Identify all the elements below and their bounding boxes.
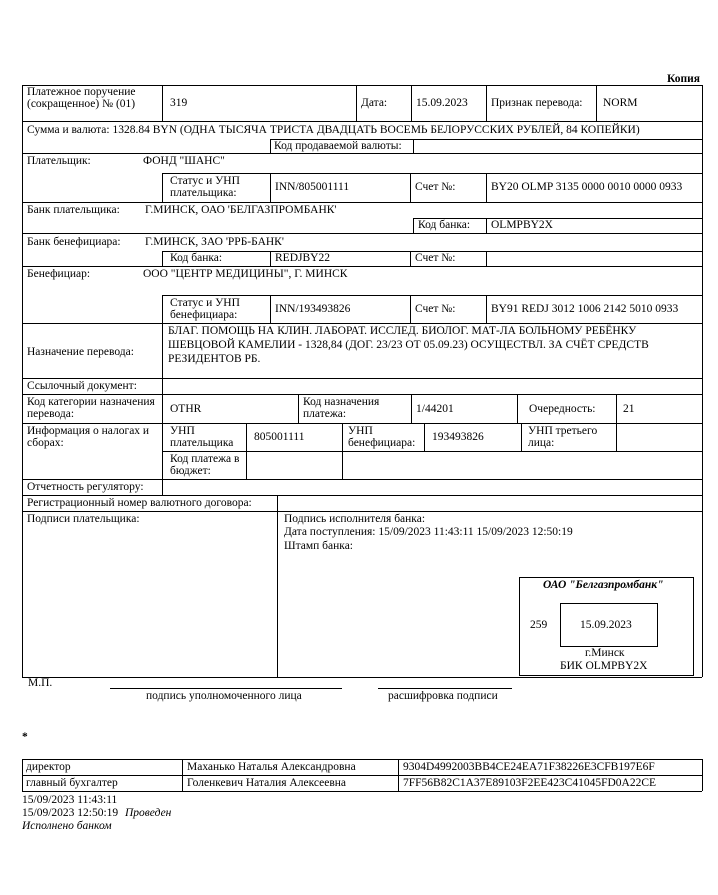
- payer-bank-label: Банк плательщика:: [27, 204, 120, 216]
- tax-third-unp-label: УНП третьего лица:: [528, 425, 598, 449]
- purpose-line-3: РЕЗИДЕНТОВ РБ.: [168, 353, 261, 365]
- purpose-line-2: ШЕВЦОВОЙ КАМЕЛИИ - 1328,84 (ДОГ. 23/23 ОТ 05.09.23) ОСУЩЕСТВЛ. ЗА СЧЁТ СРЕДСТВ: [168, 339, 649, 351]
- sold-currency-label: Код продаваемой валюты:: [274, 140, 402, 152]
- tax-payer-unp-label: УНП плательщика: [170, 425, 234, 449]
- amount-line: Сумма и валюта: 1328.84 BYN (ОДНА ТЫСЯЧА ТРИСТА ДВАДЦАТЬ ВОСЕМЬ БЕЛОРУССКИХ РУБЛЕЙ, 84 КОПЕЙКИ): [27, 124, 640, 136]
- log-line-1: 15/09/2023 11:43:11: [22, 794, 118, 806]
- signer-role: директор: [26, 761, 71, 773]
- mp-label: М.П.: [28, 677, 53, 689]
- category-label: Код категории назначения перевода:: [27, 396, 155, 420]
- reference-doc-label: Ссылочный документ:: [27, 380, 137, 392]
- purpose-line-1: БЛАГ. ПОМОЩЬ НА КЛИН. ЛАБОРАТ. ИССЛЕД. БИОЛОГ. МАТ-ЛА БОЛЬНОМУ РЕБЁНКУ: [168, 325, 637, 337]
- signer-name: Голенкевич Наталия Алексеевна: [187, 777, 347, 789]
- beneficiary-bank-code-label: Код банка:: [170, 252, 223, 264]
- signer-hash: 9304D4992003BB4CE24EA71F38226E3CFB197E6F: [403, 761, 655, 773]
- beneficiary-bank-label: Банк бенефициара:: [27, 236, 121, 248]
- stamp-city: г.Минск: [585, 647, 625, 659]
- payer-status-label: Статус и УНП плательщика:: [170, 175, 240, 199]
- payer-signatures-label: Подписи плательщика:: [27, 513, 140, 525]
- decode-line: [378, 688, 512, 689]
- beneficiary-status-label: Статус и УНП бенефициара:: [170, 297, 240, 321]
- signer-role: главный бухгалтер: [26, 777, 118, 789]
- payer-status-value: INN/805001111: [275, 181, 350, 193]
- receipt-date-line: Дата поступления: 15/09/2023 11:43:11 15/09/2023 12:50:19: [284, 526, 573, 538]
- copy-label: Копия: [667, 73, 700, 85]
- beneficiary-label: Бенефициар:: [27, 268, 91, 280]
- contract-label: Регистрационный номер валютного договора:: [27, 497, 252, 509]
- doc-number: 319: [170, 97, 188, 109]
- log-line-2-status: Проведен: [125, 807, 172, 819]
- date-value: 15.09.2023: [416, 97, 468, 109]
- date-label: Дата:: [361, 97, 388, 109]
- stamp-label: Штамп банка:: [284, 540, 353, 552]
- transfer-sign-value: NORM: [603, 97, 638, 109]
- payer-bank-name: Г.МИНСК, ОАО 'БЕЛГАЗПРОМБАНК': [145, 204, 337, 216]
- stamp-bik: БИК OLMPBY2X: [560, 660, 648, 672]
- signature-line: [110, 688, 342, 689]
- signer-hash: 7FF56B82C1A37E89103F2EE423C41045FD0A22CE: [403, 777, 657, 789]
- payer-account-value: BY20 OLMP 3135 0000 0010 0000 0933: [491, 181, 683, 193]
- sign-caption: подпись уполномоченного лица: [146, 690, 302, 702]
- regulator-label: Отчетность регулятору:: [27, 481, 144, 493]
- payer-name: ФОНД "ШАНС": [143, 155, 225, 167]
- payer-bank-code-value: OLMPBY2X: [491, 219, 553, 231]
- beneficiary-bank-code-value: REDJBY22: [275, 252, 330, 264]
- asterisk-mark: *: [22, 731, 28, 743]
- purpose-code-label: Код назначения платежа:: [303, 396, 380, 420]
- purpose-label: Назначение перевода:: [27, 346, 134, 358]
- category-value: OTHR: [170, 403, 202, 415]
- beneficiary-bank-account-label: Счет №:: [415, 252, 456, 264]
- beneficiary-name: ООО "ЦЕНТР МЕДИЦИНЫ", Г. МИНСК: [143, 268, 348, 280]
- bank-executor-label: Подпись исполнителя банка:: [284, 513, 426, 525]
- tax-benef-unp-value: 193493826: [432, 431, 484, 443]
- transfer-sign-label: Признак перевода:: [491, 97, 583, 109]
- beneficiary-account-value: BY91 REDJ 3012 1006 2142 5010 0933: [491, 303, 679, 315]
- stamp-date: 15.09.2023: [580, 619, 632, 631]
- beneficiary-status-value: INN/193493826: [275, 303, 351, 315]
- taxes-label: Информация о налогах и сборах:: [27, 425, 150, 449]
- payer-account-label: Счет №:: [415, 181, 456, 193]
- log-line-3: Исполнено банком: [22, 820, 112, 832]
- stamp-number: 259: [530, 619, 548, 631]
- tax-payer-unp-value: 805001111: [254, 431, 305, 443]
- signer-name: Маханько Наталья Александровна: [187, 761, 356, 773]
- doc-title: Платежное поручение (сокращенное) № (01): [27, 86, 136, 110]
- tax-benef-unp-label: УНП бенефициара:: [348, 425, 416, 449]
- priority-value: 21: [623, 403, 635, 415]
- budget-code-label: Код платежа в бюджет:: [170, 453, 240, 477]
- purpose-code-value: 1/44201: [416, 403, 454, 415]
- payer-bank-code-label: Код банка:: [418, 219, 471, 231]
- log-line-2-time: 15/09/2023 12:50:19: [22, 807, 119, 819]
- beneficiary-bank-name: Г.МИНСК, ЗАО 'РРБ-БАНК': [145, 236, 284, 248]
- payer-label: Плательщик:: [27, 155, 91, 167]
- stamp-bank-name: ОАО "Белгазпромбанк": [543, 579, 664, 591]
- beneficiary-account-label: Счет №:: [415, 303, 456, 315]
- decode-caption: расшифровка подписи: [388, 690, 498, 702]
- priority-label: Очередность:: [529, 403, 596, 415]
